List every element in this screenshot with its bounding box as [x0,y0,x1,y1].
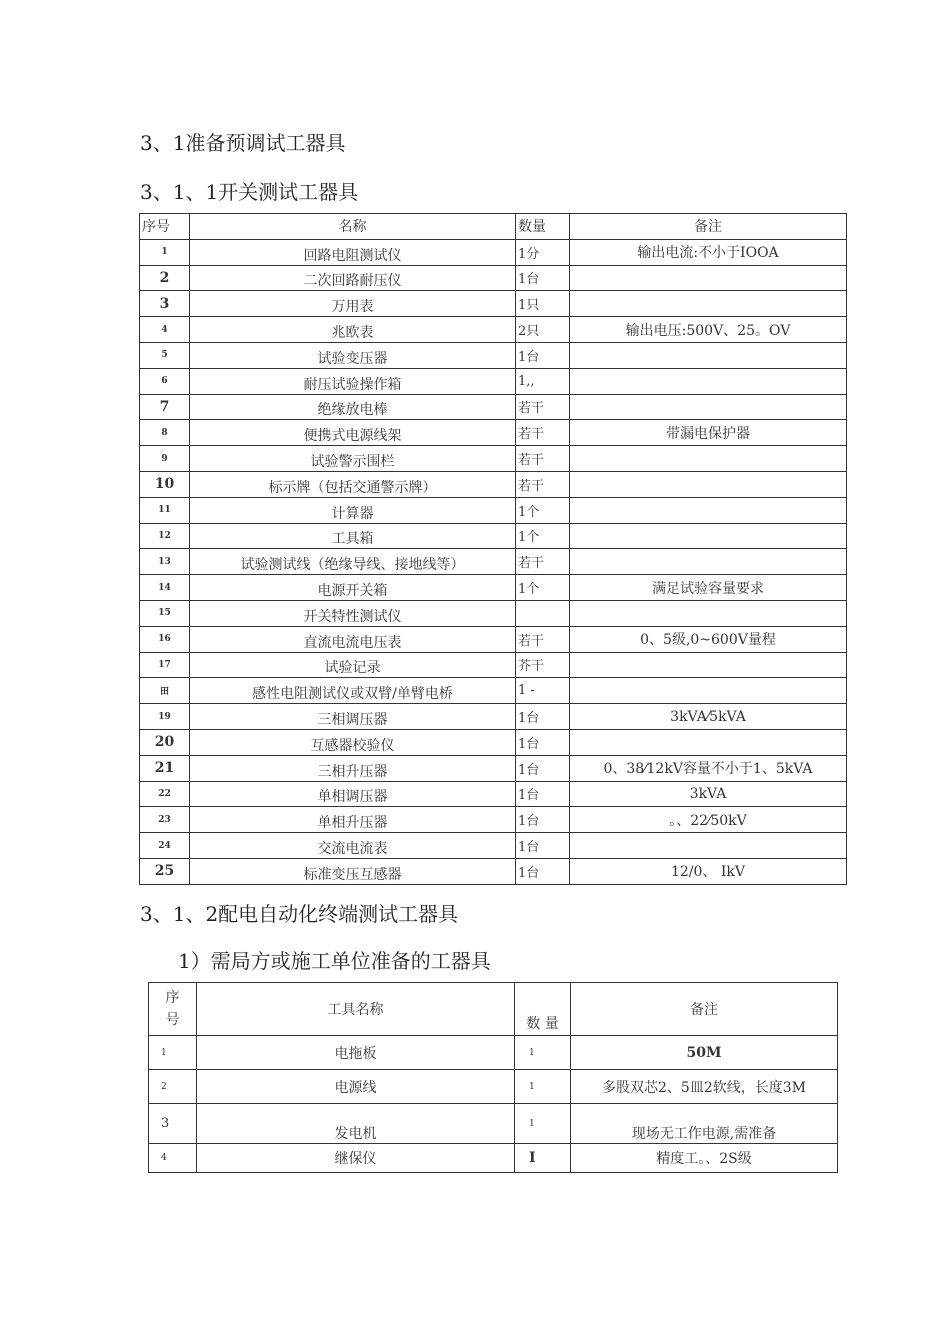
table-row [140,265,847,291]
row-remark: 带漏电保护器 [570,420,847,446]
row-remark [570,446,847,472]
table-row [140,858,847,884]
row-name: 感性电阻测试仪或双臂/单臂电桥 [190,678,516,704]
row-quantity: 1 [515,1070,571,1104]
row-quantity: 1 - [516,678,570,704]
row-number: 10 [140,471,190,497]
row-number: 14 [140,575,190,601]
row-quantity: 1台 [516,833,570,859]
row-remark: 50M [571,1036,838,1070]
table-row [140,342,847,368]
table-row [140,291,847,317]
switch-test-tools-table [139,213,847,885]
table-row [140,652,847,678]
table-row [149,1036,838,1070]
row-quantity: 1台 [516,807,570,833]
row-number: 21 [140,755,190,781]
row-quantity [516,600,570,626]
row-remark: 3kVA⁄5kVA [570,704,847,730]
header-name: 名称 [190,214,516,240]
header-remark: 备注 [571,983,838,1036]
row-remark: 精度工。、2S级 [571,1144,838,1173]
row-quantity: 1台 [516,755,570,781]
row-number: 6 [140,368,190,394]
row-name: 试验变压器 [190,342,516,368]
subsection-heading-1: 1）需局方或施工单位准备的工器具 [178,949,491,973]
row-quantity: 1台 [516,704,570,730]
table-row [140,678,847,704]
section-heading-3-1-2: 3、1、2配电自动化终端测试工器具 [140,902,459,926]
row-name: 交流电流表 [190,833,516,859]
row-number: 9 [140,446,190,472]
table-row [140,420,847,446]
row-name: 标准变压互感器 [190,858,516,884]
row-quantity: 若干 [516,420,570,446]
row-name: 万用表 [190,291,516,317]
row-remark [570,549,847,575]
row-remark: 0、38⁄12kV容量不小于1、5kVA [570,755,847,781]
row-quantity: 1,, [516,368,570,394]
row-remark [570,729,847,755]
row-name: 绝缘放电棒 [190,394,516,420]
row-remark [570,678,847,704]
row-quantity: 1台 [516,858,570,884]
row-number: 24 [140,833,190,859]
row-name: 二次回路耐压仪 [190,265,516,291]
row-remark [570,652,847,678]
row-quantity: 1个 [516,497,570,523]
row-remark: 输出电流:不小于IOOA [570,239,847,265]
row-number: 25 [140,858,190,884]
row-name: 继保仪 [197,1144,515,1173]
table-row [140,394,847,420]
row-remark: 满足试验容量要求 [570,575,847,601]
header-name: 工具名称 [197,983,515,1036]
table-row [140,704,847,730]
row-number: 5 [140,342,190,368]
row-number: 1 [149,1036,197,1070]
table-row [140,446,847,472]
row-quantity: 1台 [516,342,570,368]
table-row [140,729,847,755]
row-remark: 输出电压:500V、25。OV [570,317,847,343]
row-number: 16 [140,626,190,652]
table-row [140,626,847,652]
table-row [140,833,847,859]
row-quantity: 1台 [516,781,570,807]
header-no-line2: 号 [165,1012,180,1028]
table-header-row [149,983,838,1036]
row-remark: 0、5级,0~600V量程 [570,626,847,652]
section-heading-3-1-1: 3、1、1开关测试工器具 [140,180,359,204]
table-row [140,807,847,833]
row-quantity: I [515,1144,571,1173]
header-qty: 数 量 [515,983,571,1036]
table-row [140,471,847,497]
row-remark [570,368,847,394]
row-number: 22 [140,781,190,807]
table-row [140,781,847,807]
row-number: 4 [149,1144,197,1173]
row-quantity: 若干 [516,394,570,420]
row-name: 电源开关箱 [190,575,516,601]
row-number: 19 [140,704,190,730]
header-qty: 数量 [516,214,570,240]
row-name: 试验测试线（绝缘导线、接地线等） [190,549,516,575]
row-name: 计算器 [190,497,516,523]
row-number: 3 [140,291,190,317]
table-row [140,368,847,394]
row-quantity: 1台 [516,265,570,291]
row-quantity: 1 [515,1036,571,1070]
row-number: 13 [140,549,190,575]
row-remark [570,265,847,291]
table-row [140,317,847,343]
row-name: 回路电阻测试仪 [190,239,516,265]
row-name: 耐压试验操作箱 [190,368,516,394]
row-quantity: 若干 [516,549,570,575]
row-quantity: 1 [515,1104,571,1144]
row-quantity: 若干 [516,471,570,497]
row-number: 8 [140,420,190,446]
row-remark: 多股双芯2、5皿2软线，长度3M [571,1070,838,1104]
row-remark: 。、22⁄50kV [570,807,847,833]
row-name: 工具箱 [190,523,516,549]
row-quantity: 1个 [516,523,570,549]
row-name: 三相升压器 [190,755,516,781]
row-quantity: 2只 [516,317,570,343]
row-name: 试验警示围栏 [190,446,516,472]
row-name: 互感器校验仪 [190,729,516,755]
row-number: 2 [140,265,190,291]
row-quantity: 若干 [516,626,570,652]
row-quantity: 1只 [516,291,570,317]
row-remark: 3kVA [570,781,847,807]
row-number: 12 [140,523,190,549]
header-no [149,983,197,1036]
table-header-row [140,214,847,240]
row-name: 电拖板 [197,1036,515,1070]
row-remark: 12/0、 IkV [570,858,847,884]
row-name: 三相调压器 [190,704,516,730]
row-name: 开关特性测试仪 [190,600,516,626]
row-name: 便携式电源线架 [190,420,516,446]
row-number: 田 [140,678,190,704]
row-remark [570,291,847,317]
row-name: 试验记录 [190,652,516,678]
terminal-test-tools-table [148,982,838,1173]
row-name: 单相调压器 [190,781,516,807]
table-row [140,239,847,265]
row-remark [570,833,847,859]
row-number: 11 [140,497,190,523]
table-row [140,600,847,626]
table-row [149,1070,838,1104]
section-heading-3-1: 3、1准备预调试工器具 [140,131,346,155]
row-remark [570,497,847,523]
header-remark: 备注 [570,214,847,240]
row-name: 兆欧表 [190,317,516,343]
row-number: 7 [140,394,190,420]
row-name: 标示牌（包括交通警示牌） [190,471,516,497]
row-number: 23 [140,807,190,833]
row-remark: 现场无工作电源,需准备 [571,1104,838,1144]
row-quantity: 1分 [516,239,570,265]
row-remark [570,342,847,368]
row-name: 发电机 [197,1104,515,1144]
table-row [140,549,847,575]
row-remark [570,523,847,549]
row-number: 4 [140,317,190,343]
row-name: 直流电流电压表 [190,626,516,652]
row-quantity: 芥干 [516,652,570,678]
row-quantity: 1个 [516,575,570,601]
row-number: 1 [140,239,190,265]
table-row [140,497,847,523]
row-number: 2 [149,1070,197,1104]
table-row [140,523,847,549]
row-remark [570,471,847,497]
row-remark [570,600,847,626]
table-row [140,575,847,601]
row-quantity: 1台 [516,729,570,755]
table-row [149,1104,838,1144]
table-row [140,755,847,781]
row-number: 3 [149,1104,197,1144]
row-number: 20 [140,729,190,755]
row-number: 15 [140,600,190,626]
row-remark [570,394,847,420]
row-number: 17 [140,652,190,678]
table-row [149,1144,838,1173]
header-no-line1: 序 [165,990,180,1006]
row-quantity: 若干 [516,446,570,472]
row-name: 电源线 [197,1070,515,1104]
header-no: 序号 [140,214,190,240]
row-name: 单相升压器 [190,807,516,833]
